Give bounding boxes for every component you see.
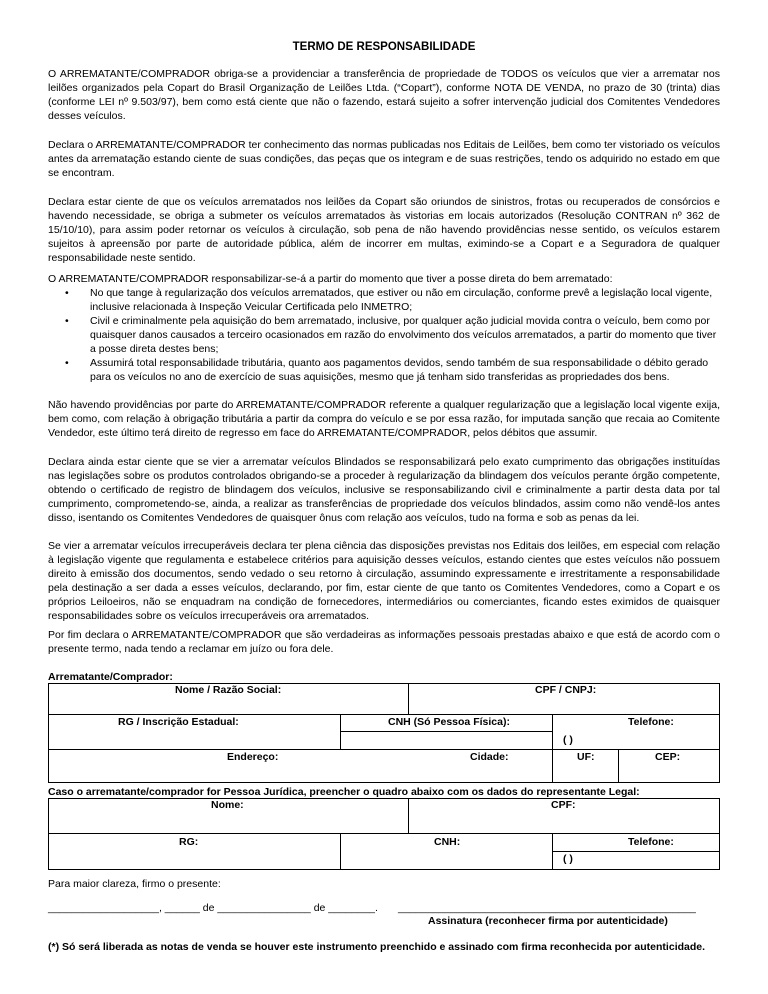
bullet-icon: • xyxy=(65,315,69,327)
uf-label: UF: xyxy=(577,751,595,763)
buyer-form-heading: Arrematante/Comprador: xyxy=(48,671,173,683)
address-label: Endereço: xyxy=(227,751,279,763)
bullet-icon: • xyxy=(65,357,69,369)
phone-label: Telefone: xyxy=(628,716,674,728)
rep-rg-field[interactable] xyxy=(48,849,340,870)
rep-name-label: Nome: xyxy=(211,799,244,811)
paragraph-regularization: Não havendo providências por parte do ARREMATANTE/COMPRADOR referente a qualquer regularização que a legislação local vigente exija, bem como, com relação à obrigação tributária a partir da compra do veículo e se por essa razão, for imputada sanção que recaia ao Comitente Vendedor, este último terá direito de regresso em face do ARREMATANTE/COMPRADOR, pelos débitos que assumir. xyxy=(48,399,720,439)
rep-cpf-field[interactable] xyxy=(408,812,720,833)
document-title: TERMO DE RESPONSABILIDADE xyxy=(292,41,476,53)
rg-field[interactable] xyxy=(48,731,340,749)
signature-intro: Para maior clareza, firmo o presente: xyxy=(48,878,221,890)
paragraph-auction-rules: Declara o ARREMATANTE/COMPRADOR ter conhecimento das normas publicadas nos Editais de Leilões, bem como ter vistoriado os veículos antes da arrematação estando ciente de suas condições, das peças que os integram e de suas restrições, tendo os adquirido no estado em que se encontram. xyxy=(48,139,720,179)
legal-rep-form-heading: Caso o arrematante/comprador for Pessoa Jurídica, preencher o quadro abaixo com os dados do representante Legal: xyxy=(48,786,640,798)
date-location-field[interactable]: ___________________, ______ de ________________ de ________. xyxy=(48,902,378,914)
address-field[interactable] xyxy=(48,764,552,783)
rep-cpf-label: CPF: xyxy=(551,799,576,811)
signature-label: Assinatura (reconhecer firma por autenticidade) xyxy=(428,915,668,927)
list-item: • Assumirá total responsabilidade tributária, quanto aos pagamentos devidos, sendo também de sua responsabilidade o débito gerado para os veículos no ano de exercício de suas aquisições, mesmo que já tenham sido transferidas as propriedades dos bens. xyxy=(65,357,709,383)
rep-phone-area-code[interactable]: ( ) xyxy=(563,853,573,865)
rg-label: RG / Inscrição Estadual: xyxy=(118,716,239,728)
cpf-cnpj-field[interactable] xyxy=(408,696,720,714)
name-label: Nome / Razão Social: xyxy=(175,684,282,696)
list-item: • Civil e criminalmente pela aquisição do bem arrematado, inclusive, por qualquer ação judicial movida contra o veículo, bem como por quaisquer danos causados a terceiro ocasionados em razão do envolvimento dos veículos arrematados, a partir do momento que tiver a posse direta destes bens; xyxy=(65,315,717,355)
city-label: Cidade: xyxy=(470,751,509,763)
paragraph-responsibility-intro: O ARREMATANTE/COMPRADOR responsabilizar-se-á a partir do momento que tiver a posse direta do bem arrematado: xyxy=(48,273,613,285)
uf-field[interactable] xyxy=(552,764,618,783)
list-item: • No que tange à regularização dos veículos arrematados, que estiver ou não em circulação, conforme prevê a legislação local vigente, inclusive relacionada à Inspeção Veicular Certificada pelo INMETRO; xyxy=(65,287,713,313)
cep-label: CEP: xyxy=(655,751,681,763)
cnh-field[interactable] xyxy=(340,731,552,749)
responsibility-list xyxy=(48,286,720,384)
phone-area-code[interactable]: ( ) xyxy=(563,734,573,746)
bullet-icon: • xyxy=(65,287,69,299)
rep-name-field[interactable] xyxy=(48,812,408,833)
paragraph-transfer-obligation: O ARREMATANTE/COMPRADOR obriga-se a providenciar a transferência de propriedade de TODOS os veículos que vier a arrematar nos leilões organizados pela Copart do Brasil Organização de Leilões Ltda. (“Copart”), conforme NOTA DE VENDA, no prazo de 30 (trinta) dias (conforme LEI nº 9.503/97), bem como está ciente que não o fazendo, estará sujeito a sofrer intervenção judicial dos Comitentes Vendedores desses veículos. xyxy=(48,68,720,122)
rep-cnh-label: CNH: xyxy=(434,836,461,848)
cpf-cnpj-label: CPF / CNPJ: xyxy=(535,684,597,696)
name-field[interactable] xyxy=(48,696,408,714)
paragraph-armored-vehicles: Declara ainda estar ciente que se vier a arrematar veículos Blindados se responsabilizará pelo exato cumprimento das obrigações instituídas nas legislações sobre os produtos controlados obrigando-se a proceder à regularização da blindagem dos veículos perante órgão competente, obtendo o certificado de registro de blindagem dos veículos, inclusive se responsabilizando civil e criminalmente a partir desta data por tal cumprimento, comprometendo-se, ainda, a realizar as transferências de propriedade dos veículos blindados, assim como não vendê-los antes disso, isentando os Comitentes Vendedores de quaisquer ônus com relação aos veículos, tudo na forma e sob as penas da lei. xyxy=(48,456,720,524)
paragraph-vehicle-origin: Declara estar ciente de que os veículos arrematados nos leilões da Copart são oriundos de sinistros, frotas ou recuperados de consórcios e havendo necessidade, se obriga a submeter os veículos arrematados às vistorias em locais autorizados (Resolução CONTRAN nº 362 de 15/10/10), para assim poder retornar os veículos à circulação, sob pena de não havendo providências nesse sentido, os veículos estarem sujeitos à apreensão por parte de autoridade pública, além de incorrer em multas, eximindo-se a Copart e a Seguradora de qualquer responsabilidade neste sentido. xyxy=(48,196,720,264)
cnh-label: CNH (Só Pessoa Física): xyxy=(388,716,510,728)
signature-field[interactable]: ___________________________________________________ xyxy=(398,902,696,914)
cep-field[interactable] xyxy=(618,764,720,783)
rep-phone-label: Telefone: xyxy=(628,836,674,848)
paragraph-unrecoverable-vehicles: Se vier a arrematar veículos irrecuperáveis declara ter plena ciência das disposições previstas nos Editais dos leilões, em especial com relação à legislação vigente que regulamenta e estabelece critérios para aquisição desses veículos, estando cientes que estes veículos não possuem direito à emissão dos documentos, sendo vedado o seu retorno à circulação, assumindo expressamente e irrestritamente a responsabilidade pela destinação a ser dada a esses veículos, declarando, por fim, estar ciente de que tanto os Comitentes Vendedores, como a Copart e os próprios Leiloeiros, não se enquadram na condição de fornecedores, intermediários ou comerciantes, ficando estes eximidos de quaisquer responsabilidades sobre os veículos irrecuperáveis ora arrematados. xyxy=(48,540,720,622)
footnote: (*) Só será liberada as notas de venda se houver este instrumento preenchido e assinado com firma reconhecida por autenticidade. xyxy=(48,941,706,953)
rep-rg-label: RG: xyxy=(179,836,199,848)
rep-cnh-field[interactable] xyxy=(340,849,552,870)
paragraph-final-declaration: Por fim declara o ARREMATANTE/COMPRADOR que são verdadeiras as informações pessoais prestadas abaixo e que está de acordo com o presente termo, nada tendo a reclamar em juízo ou fora dele. xyxy=(48,629,720,655)
